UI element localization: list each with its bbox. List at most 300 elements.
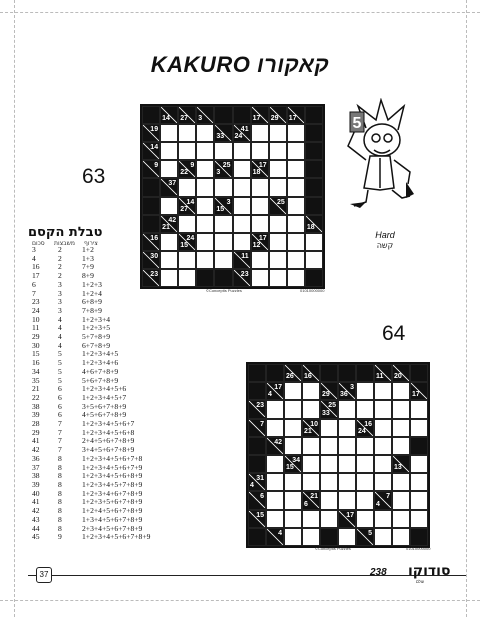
- block-cell: [356, 364, 374, 382]
- entry-cell[interactable]: [356, 382, 374, 400]
- entry-cell[interactable]: [214, 233, 232, 251]
- clue-cell: [269, 106, 287, 124]
- clue-cell: [374, 491, 392, 509]
- sum-value: 16: [32, 262, 40, 272]
- clue-across: 14: [186, 198, 195, 206]
- count-value: 4: [58, 314, 62, 324]
- entry-cell[interactable]: [410, 473, 428, 491]
- clue-down: 18: [306, 223, 315, 231]
- entry-cell[interactable]: [305, 233, 323, 251]
- clue-down: 4: [376, 500, 380, 508]
- clue-across: 25: [277, 198, 285, 206]
- clue-down: 3: [216, 169, 221, 177]
- entry-cell[interactable]: [356, 473, 374, 491]
- entry-cell[interactable]: [233, 197, 251, 215]
- entry-cell[interactable]: [356, 437, 374, 455]
- clue-cell: [142, 142, 160, 160]
- combination-value: 7+9: [82, 262, 94, 272]
- clue-across: 23: [150, 270, 159, 278]
- clue-down: 18: [252, 169, 261, 177]
- entry-cell[interactable]: [302, 455, 320, 473]
- clue-cell: [392, 364, 410, 382]
- clue-cell: [266, 528, 284, 546]
- block-cell: [248, 364, 266, 382]
- count-value: 8: [58, 523, 62, 533]
- sum-value: 39: [32, 410, 40, 420]
- clue-across: 9: [154, 162, 159, 170]
- sum-value: 34: [32, 366, 40, 376]
- entry-cell[interactable]: [214, 142, 232, 160]
- entry-cell[interactable]: [356, 400, 374, 418]
- clue-cell: [214, 160, 232, 178]
- credit-63: ©Conceptis Puzzles: [206, 288, 242, 293]
- combination-value: 1+2+3+4+5+6+8: [82, 427, 135, 437]
- clue-down: 36: [340, 391, 348, 399]
- entry-cell[interactable]: [269, 178, 287, 196]
- entry-cell[interactable]: [356, 510, 374, 528]
- entry-cell[interactable]: [320, 510, 338, 528]
- clue-across: 42: [168, 216, 177, 224]
- block-cell: [142, 106, 160, 124]
- entry-cell[interactable]: [233, 142, 251, 160]
- entry-cell[interactable]: [338, 400, 356, 418]
- puzzle-number-63: 63: [82, 165, 106, 188]
- entry-cell[interactable]: [269, 251, 287, 269]
- entry-cell[interactable]: [196, 251, 214, 269]
- clue-cell: [251, 160, 269, 178]
- clue-cell: [142, 160, 160, 178]
- credit-code-63: 01010000000: [300, 288, 325, 293]
- clue-across: 7: [260, 420, 264, 428]
- sum-value: 41: [32, 436, 40, 446]
- block-cell: [248, 528, 266, 546]
- sum-value: 16: [32, 358, 40, 368]
- entry-cell[interactable]: [214, 178, 232, 196]
- entry-cell[interactable]: [233, 215, 251, 233]
- entry-cell[interactable]: [410, 419, 428, 437]
- entry-cell[interactable]: [251, 197, 269, 215]
- entry-cell[interactable]: [284, 473, 302, 491]
- entry-cell[interactable]: [178, 251, 196, 269]
- count-value: 6: [58, 384, 62, 394]
- entry-cell[interactable]: [284, 491, 302, 509]
- clue-cell: [266, 382, 284, 400]
- clue-across: 19: [150, 126, 159, 134]
- entry-cell[interactable]: [196, 233, 214, 251]
- clue-across: 4: [278, 529, 282, 537]
- block-cell: [142, 178, 160, 196]
- clue-cell: [248, 510, 266, 528]
- entry-cell[interactable]: [320, 419, 338, 437]
- clue-cell: [287, 106, 305, 124]
- sum-value: 36: [32, 453, 40, 463]
- combination-value: 1+2+3+4+5+6+7+8: [82, 453, 143, 463]
- entry-cell[interactable]: [305, 251, 323, 269]
- block-cell: [305, 178, 323, 196]
- sum-value: 38: [32, 401, 40, 411]
- count-value: 5: [58, 366, 62, 376]
- sum-value: 3: [32, 245, 36, 254]
- block-cell: [214, 269, 232, 287]
- sum-value: 43: [32, 514, 40, 524]
- combination-value: 1+2+3+5+6+7+8+9: [82, 497, 143, 507]
- clue-cell: [196, 106, 214, 124]
- clue-cell: [374, 364, 392, 382]
- combination-value: 6+7+8+9: [82, 340, 111, 350]
- clue-cell: [214, 124, 232, 142]
- sum-value: 40: [32, 488, 40, 498]
- entry-cell[interactable]: [320, 491, 338, 509]
- clue-across: 15: [256, 511, 264, 519]
- count-value: 3: [58, 279, 62, 289]
- clue-down: 17: [288, 115, 297, 123]
- entry-cell[interactable]: [287, 233, 305, 251]
- entry-cell[interactable]: [410, 400, 428, 418]
- count-value: 8: [58, 462, 62, 472]
- combination-value: 2+4+5+6+7+8+9: [82, 436, 135, 446]
- clue-across: 5: [368, 529, 372, 537]
- entry-cell[interactable]: [160, 124, 178, 142]
- entry-cell[interactable]: [266, 491, 284, 509]
- block-cell: [320, 528, 338, 546]
- count-value: 8: [58, 488, 62, 498]
- entry-cell[interactable]: [160, 197, 178, 215]
- clue-down: 15: [180, 241, 188, 249]
- clue-cell: [392, 455, 410, 473]
- difficulty-label-en: Hard: [375, 230, 395, 240]
- clue-across: 17: [258, 162, 267, 170]
- clue-down: 27: [180, 115, 188, 123]
- sum-value: 38: [32, 471, 40, 481]
- clue-cell: [320, 400, 338, 418]
- entry-cell[interactable]: [160, 251, 178, 269]
- entry-cell[interactable]: [269, 215, 287, 233]
- block-cell: [248, 437, 266, 455]
- clue-across: 11: [241, 252, 249, 260]
- clue-down: 4: [268, 391, 272, 399]
- entry-cell[interactable]: [410, 455, 428, 473]
- clue-across: 25: [222, 162, 231, 170]
- block-cell: [305, 106, 323, 124]
- entry-cell[interactable]: [196, 160, 214, 178]
- entry-cell[interactable]: [196, 178, 214, 196]
- count-value: 2: [58, 262, 62, 272]
- sum-value: 44: [32, 523, 40, 533]
- entry-cell[interactable]: [392, 419, 410, 437]
- count-value: 4: [58, 332, 62, 342]
- entry-cell[interactable]: [338, 419, 356, 437]
- clue-cell: [269, 197, 287, 215]
- clue-down: 4: [250, 482, 254, 490]
- entry-cell[interactable]: [338, 455, 356, 473]
- footer-rule: [28, 575, 466, 576]
- combination-value: 1+2+3+4+6+7+8+9: [82, 488, 143, 498]
- entry-cell[interactable]: [374, 400, 392, 418]
- clue-cell: [284, 455, 302, 473]
- entry-cell[interactable]: [338, 491, 356, 509]
- entry-cell[interactable]: [302, 473, 320, 491]
- entry-cell[interactable]: [287, 251, 305, 269]
- entry-cell[interactable]: [302, 510, 320, 528]
- entry-cell[interactable]: [178, 142, 196, 160]
- entry-cell[interactable]: [160, 142, 178, 160]
- clue-down: 33: [322, 409, 330, 417]
- combination-value: 1+2+4+5+6+7+8+9: [82, 506, 143, 516]
- entry-cell[interactable]: [287, 142, 305, 160]
- clue-across: 10: [310, 420, 318, 428]
- entry-cell[interactable]: [284, 419, 302, 437]
- clue-across: 9: [190, 162, 195, 170]
- entry-cell[interactable]: [320, 473, 338, 491]
- clue-down: 12: [252, 241, 261, 249]
- entry-cell[interactable]: [284, 528, 302, 546]
- entry-cell[interactable]: [251, 124, 269, 142]
- clue-across: 3: [226, 198, 231, 206]
- clue-down: 24: [358, 427, 366, 435]
- count-value: 3: [58, 288, 62, 298]
- combination-value: 1+2+3+4+5+7: [82, 392, 127, 402]
- entry-cell[interactable]: [266, 400, 284, 418]
- combination-value: 8+9: [82, 271, 94, 281]
- clue-down: 26: [286, 373, 294, 381]
- entry-cell[interactable]: [214, 215, 232, 233]
- combination-value: 6+8+9: [82, 297, 102, 307]
- entry-cell[interactable]: [160, 160, 178, 178]
- block-cell: [305, 197, 323, 215]
- combination-value: 7+8+9: [82, 305, 102, 315]
- clue-across: 7: [386, 493, 390, 501]
- count-value: 8: [58, 497, 62, 507]
- entry-cell[interactable]: [251, 251, 269, 269]
- clue-down: 15: [286, 464, 294, 472]
- entry-cell[interactable]: [251, 215, 269, 233]
- sum-value: 23: [32, 297, 40, 307]
- kakuro-grid-63: [140, 104, 325, 289]
- clue-cell: [178, 233, 196, 251]
- clue-cell: [233, 124, 251, 142]
- entry-cell[interactable]: [284, 437, 302, 455]
- clue-cell: [160, 215, 178, 233]
- clue-cell: [178, 197, 196, 215]
- entry-cell[interactable]: [178, 215, 196, 233]
- sum-value: 42: [32, 506, 40, 516]
- entry-cell[interactable]: [392, 528, 410, 546]
- entry-cell[interactable]: [251, 178, 269, 196]
- count-value: 3: [58, 305, 62, 315]
- entry-cell[interactable]: [392, 510, 410, 528]
- count-value: 6: [58, 401, 62, 411]
- entry-cell[interactable]: [392, 473, 410, 491]
- entry-cell[interactable]: [287, 197, 305, 215]
- combination-value: 1+2+3+5: [82, 323, 111, 333]
- count-value: 7: [58, 445, 62, 455]
- clue-down: 21: [304, 427, 312, 435]
- cut-line-top: [0, 12, 480, 13]
- sum-value: 30: [32, 340, 40, 350]
- entry-cell[interactable]: [196, 142, 214, 160]
- entry-cell[interactable]: [251, 269, 269, 287]
- credit-64: ©Conceptis Puzzles: [315, 546, 351, 551]
- entry-cell[interactable]: [302, 382, 320, 400]
- entry-cell[interactable]: [269, 124, 287, 142]
- entry-cell[interactable]: [302, 528, 320, 546]
- entry-cell[interactable]: [338, 437, 356, 455]
- clue-across: 21: [310, 493, 318, 501]
- entry-cell[interactable]: [233, 178, 251, 196]
- clue-down: 27: [180, 205, 188, 213]
- entry-cell[interactable]: [392, 437, 410, 455]
- sum-value: 22: [32, 392, 40, 402]
- clue-down: 15: [216, 205, 225, 213]
- count-value: 7: [58, 436, 62, 446]
- entry-cell[interactable]: [160, 233, 178, 251]
- clue-across: 34: [292, 457, 300, 464]
- sum-value: 10: [32, 314, 40, 324]
- professor-mascot-illustration: [336, 98, 426, 210]
- entry-cell[interactable]: [374, 455, 392, 473]
- clue-across: 25: [328, 402, 336, 410]
- entry-cell[interactable]: [196, 215, 214, 233]
- entry-cell[interactable]: [178, 269, 196, 287]
- clue-down: 29: [322, 391, 330, 399]
- clue-across: 42: [274, 438, 282, 446]
- entry-cell[interactable]: [178, 124, 196, 142]
- combination-value: 4+6+7+8+9: [82, 366, 119, 376]
- count-value: 5: [58, 375, 62, 385]
- count-value: 8: [58, 514, 62, 524]
- entry-cell[interactable]: [269, 160, 287, 178]
- clue-down: 20: [394, 373, 402, 381]
- entry-cell[interactable]: [287, 269, 305, 287]
- entry-cell[interactable]: [410, 491, 428, 509]
- clue-cell: [248, 400, 266, 418]
- block-cell: [410, 437, 428, 455]
- page-number-right: 238: [370, 567, 387, 578]
- clue-cell: [248, 473, 266, 491]
- combination-value: 1+2+3: [82, 279, 102, 289]
- clue-across: 24: [186, 234, 195, 242]
- sum-value: 37: [32, 462, 40, 472]
- entry-cell[interactable]: [269, 142, 287, 160]
- clue-cell: [251, 233, 269, 251]
- entry-cell[interactable]: [287, 215, 305, 233]
- combination-value: 1+2+3+4+5+6+7+8+9: [82, 532, 151, 542]
- clue-cell: [356, 419, 374, 437]
- clue-cell: [160, 178, 178, 196]
- sum-value: 42: [32, 445, 40, 455]
- entry-cell[interactable]: [302, 400, 320, 418]
- entry-cell[interactable]: [356, 455, 374, 473]
- combination-value: 1+2+3+4+5: [82, 349, 119, 359]
- count-value: 8: [58, 479, 62, 489]
- clue-down: 16: [304, 373, 312, 381]
- clue-cell: [284, 364, 302, 382]
- entry-cell[interactable]: [251, 142, 269, 160]
- sum-value: 21: [32, 384, 40, 394]
- count-value: 9: [58, 532, 62, 542]
- entry-cell[interactable]: [196, 124, 214, 142]
- entry-cell[interactable]: [266, 510, 284, 528]
- clue-cell: [142, 124, 160, 142]
- entry-cell[interactable]: [269, 269, 287, 287]
- entry-cell[interactable]: [302, 437, 320, 455]
- sum-value: 4: [32, 253, 36, 263]
- block-cell: [266, 364, 284, 382]
- entry-cell[interactable]: [287, 178, 305, 196]
- clue-cell: [178, 160, 196, 178]
- clue-across: 23: [240, 270, 249, 278]
- entry-cell[interactable]: [374, 419, 392, 437]
- brand-subtitle: עולם: [416, 579, 425, 584]
- entry-cell[interactable]: [392, 382, 410, 400]
- clue-across: 23: [256, 402, 264, 410]
- count-value: 8: [58, 506, 62, 516]
- clue-cell: [233, 251, 251, 269]
- entry-cell[interactable]: [320, 455, 338, 473]
- combination-value: 1+2+4: [82, 288, 102, 298]
- entry-cell[interactable]: [392, 491, 410, 509]
- entry-cell[interactable]: [284, 510, 302, 528]
- entry-cell[interactable]: [284, 382, 302, 400]
- clue-cell: [178, 106, 196, 124]
- entry-cell[interactable]: [287, 124, 305, 142]
- block-cell: [248, 382, 266, 400]
- clue-cell: [410, 382, 428, 400]
- combination-value: 1+2+3+4+5+7+8+9: [82, 479, 143, 489]
- entry-cell[interactable]: [233, 233, 251, 251]
- entry-cell[interactable]: [374, 510, 392, 528]
- entry-cell[interactable]: [374, 473, 392, 491]
- entry-cell[interactable]: [160, 269, 178, 287]
- combination-value: 2+3+4+5+6+7+8+9: [82, 523, 143, 533]
- entry-cell[interactable]: [392, 400, 410, 418]
- entry-cell[interactable]: [338, 473, 356, 491]
- entry-cell[interactable]: [338, 528, 356, 546]
- sum-value: 17: [32, 271, 40, 281]
- clue-cell: [248, 491, 266, 509]
- entry-cell[interactable]: [233, 160, 251, 178]
- count-value: 4: [58, 323, 62, 333]
- entry-cell[interactable]: [178, 178, 196, 196]
- mascot-digit: 5: [352, 115, 362, 132]
- entry-cell[interactable]: [266, 473, 284, 491]
- entry-cell[interactable]: [266, 419, 284, 437]
- entry-cell[interactable]: [374, 382, 392, 400]
- block-cell: [248, 455, 266, 473]
- table-row: [32, 533, 150, 542]
- entry-cell[interactable]: [374, 528, 392, 546]
- entry-cell[interactable]: [269, 233, 287, 251]
- entry-cell[interactable]: [287, 160, 305, 178]
- combination-value: 3+5+6+7+8+9: [82, 401, 127, 411]
- clue-down: 22: [180, 169, 188, 177]
- sum-value: 28: [32, 419, 40, 429]
- sum-value: 39: [32, 479, 40, 489]
- count-value: 6: [58, 392, 62, 402]
- sum-value: 6: [32, 279, 36, 289]
- credit-code-64: 01010000000: [406, 546, 431, 551]
- clue-down: 13: [394, 464, 402, 472]
- entry-cell[interactable]: [320, 437, 338, 455]
- entry-cell[interactable]: [410, 510, 428, 528]
- entry-cell[interactable]: [374, 437, 392, 455]
- entry-cell[interactable]: [266, 455, 284, 473]
- clue-cell: [356, 528, 374, 546]
- entry-cell[interactable]: [284, 400, 302, 418]
- entry-cell[interactable]: [214, 251, 232, 269]
- entry-cell[interactable]: [356, 491, 374, 509]
- entry-cell[interactable]: [196, 197, 214, 215]
